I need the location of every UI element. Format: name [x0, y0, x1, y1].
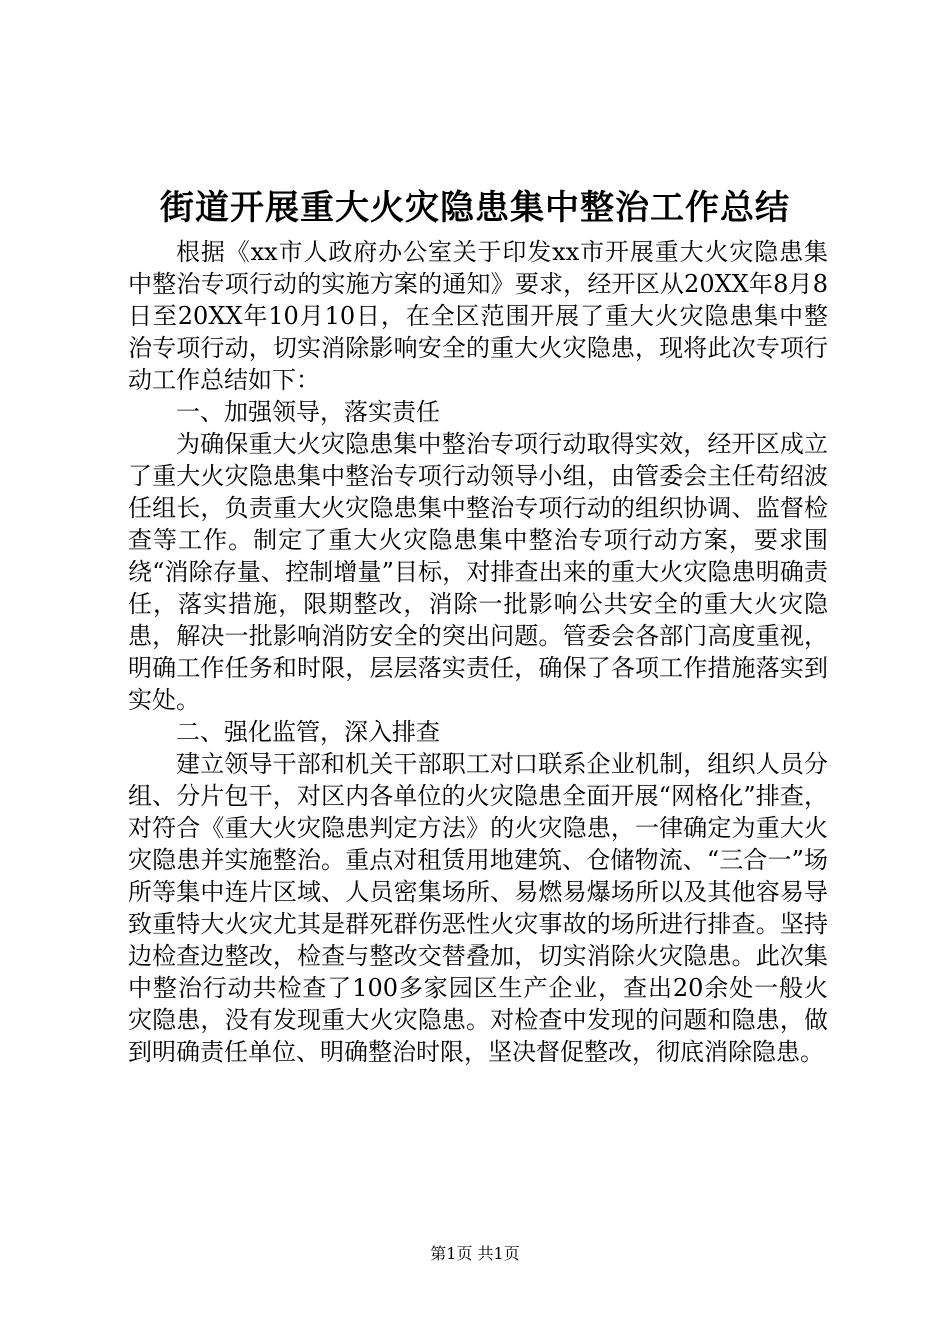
document-body: [128, 236, 828, 1068]
page-number-footer: 第1页 共1页: [430, 1244, 520, 1263]
section-1-paragraph: 为确保重大火灾隐患集中整治专项行动取得实效，经开区成立了重大火灾隐患集中整治专项行动领导小组，由管委会主任苟绍波任组长，负责重大火灾隐患集中整治专项行动的组织协调、监督检查等工作。制定了重大火灾隐患集中整治专项行动方案，要求围绕“消除存量、控制增量”目标，对排查出来的重大火灾隐患明确责任，落实措施，限期整改，消除一批影响公共安全的重大火灾隐患，解决一批影响消防安全的突出问题。管委会各部门高度重视，明确工作任务和时限，层层落实责任，确保了各项工作措施落实到实处。: [128, 430, 828, 714]
section-heading-2: 二、强化监管，深入排查: [176, 718, 440, 746]
intro-paragraph: 根据《xx市人政府办公室关于印发xx市开展重大火灾隐患集中整治专项行动的实施方案的通知》要求，经开区从20XX年8月8日至20XX年10月10日，在全区范围开展了重大火灾隐患集中整治专项行动，切实消除影响安全的重大火灾隐患，现将此次专项行动工作总结如下：: [128, 238, 828, 394]
section-2-paragraph: 建立领导干部和机关干部职工对口联系企业机制，组织人员分组、分片包干，对区内各单位的火灾隐患全面开展“网格化”排查，对符合《重大火灾隐患判定方法》的火灾隐患，一律确定为重大火灾隐患并实施整治。重点对租赁用地建筑、仓储物流、“三合一”场所等集中连片区域、人员密集场所、易燃易爆场所以及其他容易导致重特大火灾尤其是群死群伤恶性火灾事故的场所进行排查。坚持边检查边整改，检查与整改交替叠加，切实消除火灾隐患。此次集中整治行动共检查了100多家园区生产企业，查出20余处一般火灾隐患，没有发现重大火灾隐患。对检查中发现的问题和隐患，做到明确责任单位、明确整治时限，坚决督促整改，彻底消除隐患。: [128, 750, 828, 1066]
document-title: 街道开展重大火灾隐患集中整治工作总结: [160, 188, 790, 228]
section-heading-1: 一、加强领导，落实责任: [176, 398, 440, 426]
